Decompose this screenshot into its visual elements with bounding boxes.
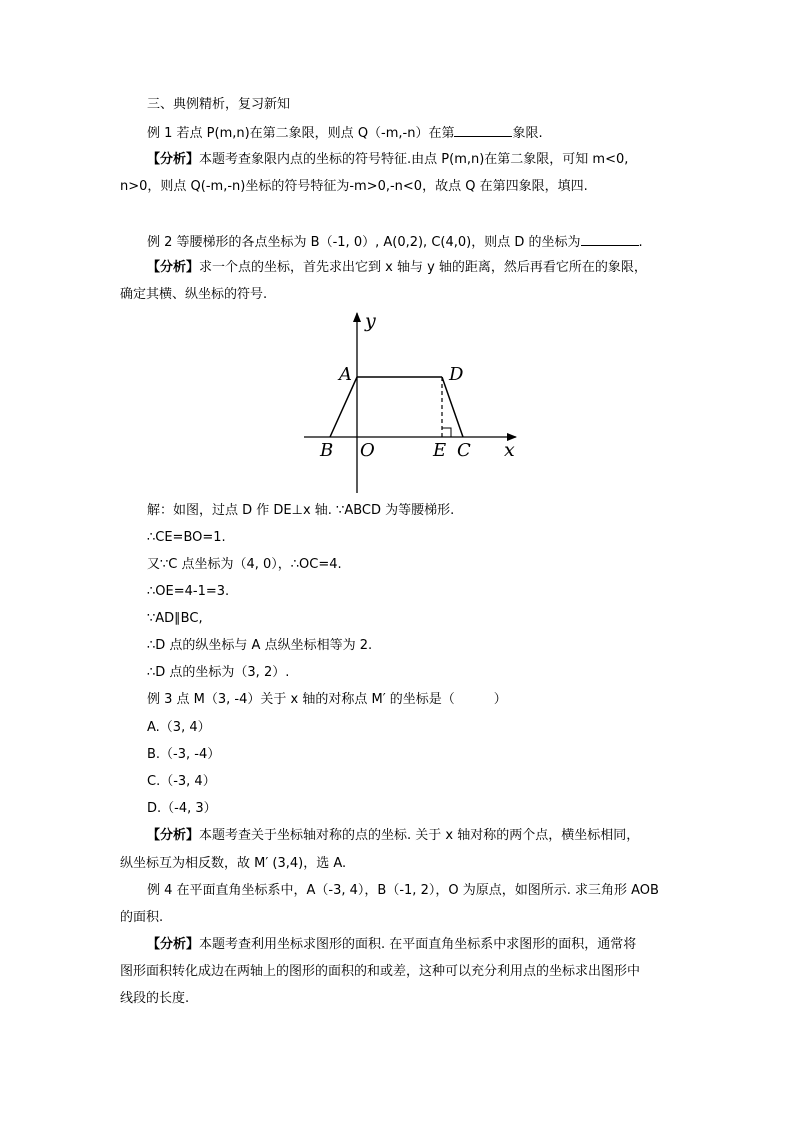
ex3-option-b: B.（-3, -4） (147, 747, 221, 762)
solution-line-1: 解：如图，过点 D 作 DE⊥x 轴. ∵ABCD 为等腰梯形. (147, 503, 455, 518)
solution-line-5: ∵AD∥BC, (147, 611, 203, 626)
label-a: A (339, 364, 352, 385)
ex4-analysis-line3: 线段的长度. (120, 991, 190, 1006)
ex2-question-text: 例 2 等腰梯形的各点坐标为 B（-1, 0）, A(0,2), C(4,0)，则点 D 的坐标为 (147, 235, 581, 250)
ex1-analysis-text: 本题考查象限内点的坐标的符号特征.由点 P(m,n)在第二象限，可知 m<0, (199, 152, 629, 167)
right-angle-mark (442, 428, 451, 437)
label-c: C (457, 440, 471, 461)
solution-line-6: ∴D 点的纵坐标与 A 点纵坐标相等为 2. (147, 638, 373, 653)
analysis-tag: 【分析】 (147, 828, 200, 843)
ex1-analysis-line2: n>0，则点 Q(-m,-n)坐标的符号特征为-m>0,-n<0，故点 Q 在第四象限，填四. (120, 179, 588, 194)
ex1-question-text: 例 1 若点 P(m,n)在第二象限，则点 Q（-m,-n）在第 (147, 126, 455, 141)
ex3-analysis-text: 本题考查关于坐标轴对称的点的坐标. 关于 x 轴对称的两个点，横坐标相同， (199, 828, 640, 843)
ex2-question-suffix: . (638, 235, 643, 250)
ex3-option-c: C.（-3, 4） (147, 774, 216, 789)
side-ab (330, 377, 357, 437)
ex3-option-a: A.（3, 4） (147, 720, 211, 735)
ex1-question-suffix: 象限. (512, 126, 543, 141)
label-e: E (433, 440, 447, 461)
analysis-tag: 【分析】 (147, 937, 200, 952)
ex4-analysis-line2: 图形面积转化成边在两轴上的图形的面积的和或差，这种可以充分利用点的坐标求出图形中 (120, 964, 641, 979)
solution-line-4: ∴OE=4-1=3. (147, 584, 230, 599)
section-title: 三、典例精析，复习新知 (147, 97, 291, 112)
ex3-analysis-line2: 纵坐标互为相反数，故 M′ (3,4)，选 A. (120, 856, 347, 871)
ex3-question: 例 3 点 M（3, -4）关于 x 轴的对称点 M′ 的坐标是（ ） (147, 692, 507, 707)
label-d: D (449, 364, 464, 385)
ex2-analysis-text: 求一个点的坐标，首先求出它到 x 轴与 y 轴的距离，然后再看它所在的象限， (199, 260, 647, 275)
ex4-question-line2: 的面积. (120, 910, 164, 925)
ex3-option-d: D.（-4, 3） (147, 801, 217, 816)
label-b: B (320, 440, 334, 461)
ex4-analysis-line1 (147, 936, 636, 954)
ex4-analysis-text: 本题考查利用坐标求图形的面积. 在平面直角坐标系中求图形的面积，通常将 (199, 937, 637, 952)
label-x: x (504, 439, 515, 461)
analysis-tag: 【分析】 (147, 260, 200, 275)
analysis-tag: 【分析】 (147, 152, 200, 167)
solution-line-2: ∴CE=BO=1. (147, 530, 226, 545)
solution-line-7: ∴D 点的坐标为（3, 2）. (147, 665, 290, 680)
label-y: y (365, 310, 376, 332)
ex3-analysis-line1 (147, 827, 639, 845)
solution-line-3: 又∵C 点坐标为（4, 0），∴OC=4. (147, 557, 342, 572)
label-o: O (360, 440, 375, 461)
ex2-analysis-line2: 确定其横、纵坐标的符号. (120, 287, 268, 302)
ex4-question-line1: 例 4 在平面直角坐标系中，A（-3, 4），B（-1, 2），O 为原点，如图所示. 求三角形 AOB (147, 883, 659, 898)
